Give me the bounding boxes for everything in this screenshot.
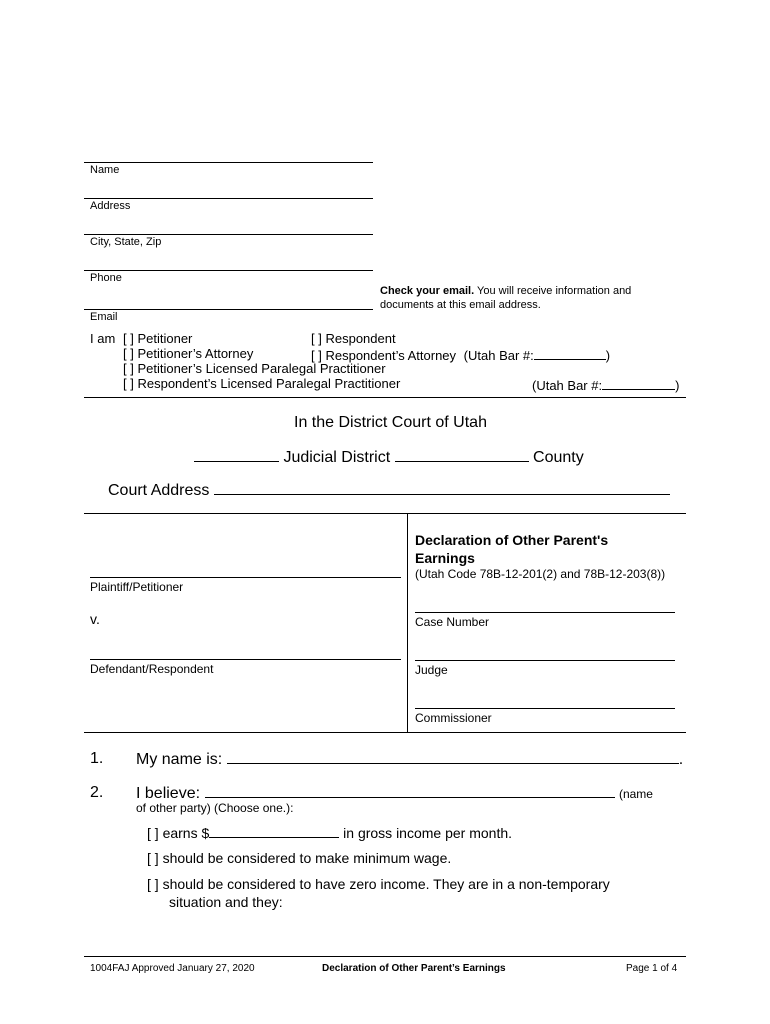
option-zero-income[interactable] bbox=[147, 876, 610, 892]
plaintiff-line bbox=[90, 577, 401, 578]
respondent-attorney-label: Respondent’s Attorney bbox=[325, 348, 457, 363]
email-note-rest: You will receive information and bbox=[474, 285, 632, 297]
petitioner-label: Petitioner bbox=[137, 331, 193, 346]
defendant-line bbox=[90, 659, 401, 660]
item1-row bbox=[136, 750, 683, 769]
address-label: Address bbox=[90, 200, 131, 212]
address-line bbox=[84, 198, 373, 199]
case-number-label: Case Number bbox=[415, 615, 490, 629]
checkbox-petitioner-lpp[interactable] bbox=[123, 361, 386, 376]
city-state-zip-label: City, State, Zip bbox=[90, 236, 162, 248]
court-title: In the District Court of Utah bbox=[294, 414, 487, 431]
item2-number: 2. bbox=[90, 784, 104, 801]
court-address-field[interactable] bbox=[214, 481, 670, 495]
email-line bbox=[84, 309, 373, 310]
gross-income-suffix: in gross income per month. bbox=[343, 825, 513, 841]
document-title bbox=[415, 531, 608, 567]
utah-bar-2 bbox=[532, 376, 679, 393]
checkbox-box[interactable]: [ ] bbox=[123, 346, 134, 361]
my-name-field[interactable] bbox=[227, 750, 679, 764]
option-checkbox[interactable]: [ ] bbox=[147, 825, 159, 841]
utah-bar-field-1[interactable] bbox=[534, 346, 606, 360]
earns-label: earns $ bbox=[162, 825, 210, 841]
versus-label: v. bbox=[90, 611, 100, 627]
respondent-label: Respondent bbox=[325, 331, 396, 346]
name-line bbox=[84, 162, 373, 163]
checkbox-box[interactable]: [ ] bbox=[123, 376, 134, 391]
caption-divider bbox=[407, 513, 408, 732]
gross-income-field[interactable] bbox=[209, 824, 339, 838]
checkbox-respondent[interactable] bbox=[311, 331, 396, 346]
judge-line bbox=[415, 660, 675, 661]
utah-bar-label-2: (Utah Bar #: bbox=[532, 378, 603, 393]
city-state-zip-line bbox=[84, 234, 373, 235]
commissioner-label: Commissioner bbox=[415, 711, 492, 725]
zero-income-line2: situation and they: bbox=[169, 894, 283, 910]
item2-name-hint: (name bbox=[618, 787, 653, 801]
phone-label: Phone bbox=[90, 272, 122, 284]
checkbox-box[interactable]: [ ] bbox=[311, 331, 322, 346]
option-checkbox[interactable]: [ ] bbox=[147, 850, 159, 866]
document-title-line1: Declaration of Other Parent's bbox=[415, 532, 609, 548]
checkbox-box[interactable]: [ ] bbox=[123, 331, 134, 346]
footer-line bbox=[84, 956, 686, 957]
close-paren: ) bbox=[675, 378, 680, 393]
checkbox-petitioner[interactable] bbox=[123, 331, 192, 346]
defendant-label: Defendant/Respondent bbox=[90, 662, 214, 676]
document-title-line2: Earnings bbox=[415, 550, 475, 566]
judicial-district-field[interactable] bbox=[194, 448, 279, 462]
utah-bar-label-1: (Utah Bar #: bbox=[463, 348, 534, 363]
item2-label: I believe: bbox=[136, 785, 201, 802]
other-party-name-field[interactable] bbox=[205, 784, 615, 798]
statute-ref: (Utah Code 78B-12-201(2) and 78B-12-203(8)) bbox=[415, 567, 666, 581]
commissioner-line bbox=[415, 708, 675, 709]
item1-number: 1. bbox=[90, 750, 104, 767]
email-note-line2: documents at this email address. bbox=[380, 299, 541, 311]
judge-label: Judge bbox=[415, 663, 448, 677]
zero-income-label: should be considered to have zero income. They are in a non-temporary bbox=[162, 876, 610, 892]
footer-form-id: 1004FAJ Approved January 27, 2020 bbox=[90, 963, 255, 974]
option-minimum-wage[interactable] bbox=[147, 850, 451, 866]
phone-line bbox=[84, 270, 373, 271]
item1-period: . bbox=[678, 751, 684, 768]
section-divider bbox=[84, 397, 686, 398]
email-label: Email bbox=[90, 311, 118, 323]
utah-bar-field-2[interactable] bbox=[602, 376, 675, 390]
petitioner-lpp-label: Petitioner’s Licensed Paralegal Practitioner bbox=[137, 361, 386, 376]
case-number-line bbox=[415, 612, 675, 613]
caption-top-line bbox=[84, 513, 686, 514]
name-label: Name bbox=[90, 164, 120, 176]
court-address-label: Court Address bbox=[108, 482, 210, 499]
item2-subtext: of other party) (Choose one.): bbox=[136, 801, 294, 815]
minimum-wage-label: should be considered to make minimum wage. bbox=[162, 850, 452, 866]
plaintiff-label: Plaintiff/Petitioner bbox=[90, 580, 184, 594]
petitioner-attorney-label: Petitioner’s Attorney bbox=[137, 346, 254, 361]
footer-page: Page 1 of 4 bbox=[626, 963, 678, 974]
close-paren: ) bbox=[605, 348, 611, 363]
respondent-lpp-label: Respondent’s Licensed Paralegal Practitioner bbox=[137, 376, 401, 391]
checkbox-box[interactable]: [ ] bbox=[123, 361, 134, 376]
checkbox-box[interactable]: [ ] bbox=[311, 348, 322, 363]
county-label: County bbox=[533, 449, 584, 466]
i-am-label: I am bbox=[90, 331, 116, 346]
email-note-bold: Check your email. bbox=[380, 285, 475, 297]
judicial-district-label: Judicial District bbox=[283, 449, 391, 466]
email-note bbox=[380, 284, 631, 312]
judicial-district-row bbox=[194, 448, 584, 467]
footer-title: Declaration of Other Parent’s Earnings bbox=[322, 963, 506, 974]
option-checkbox[interactable]: [ ] bbox=[147, 876, 159, 892]
checkbox-petitioner-attorney[interactable] bbox=[123, 346, 253, 361]
court-address-row bbox=[108, 481, 670, 500]
item1-label: My name is: bbox=[136, 751, 223, 768]
caption-bottom-line bbox=[84, 732, 686, 733]
option-earns[interactable] bbox=[147, 824, 512, 841]
checkbox-respondent-lpp[interactable] bbox=[123, 376, 400, 391]
county-field[interactable] bbox=[395, 448, 529, 462]
